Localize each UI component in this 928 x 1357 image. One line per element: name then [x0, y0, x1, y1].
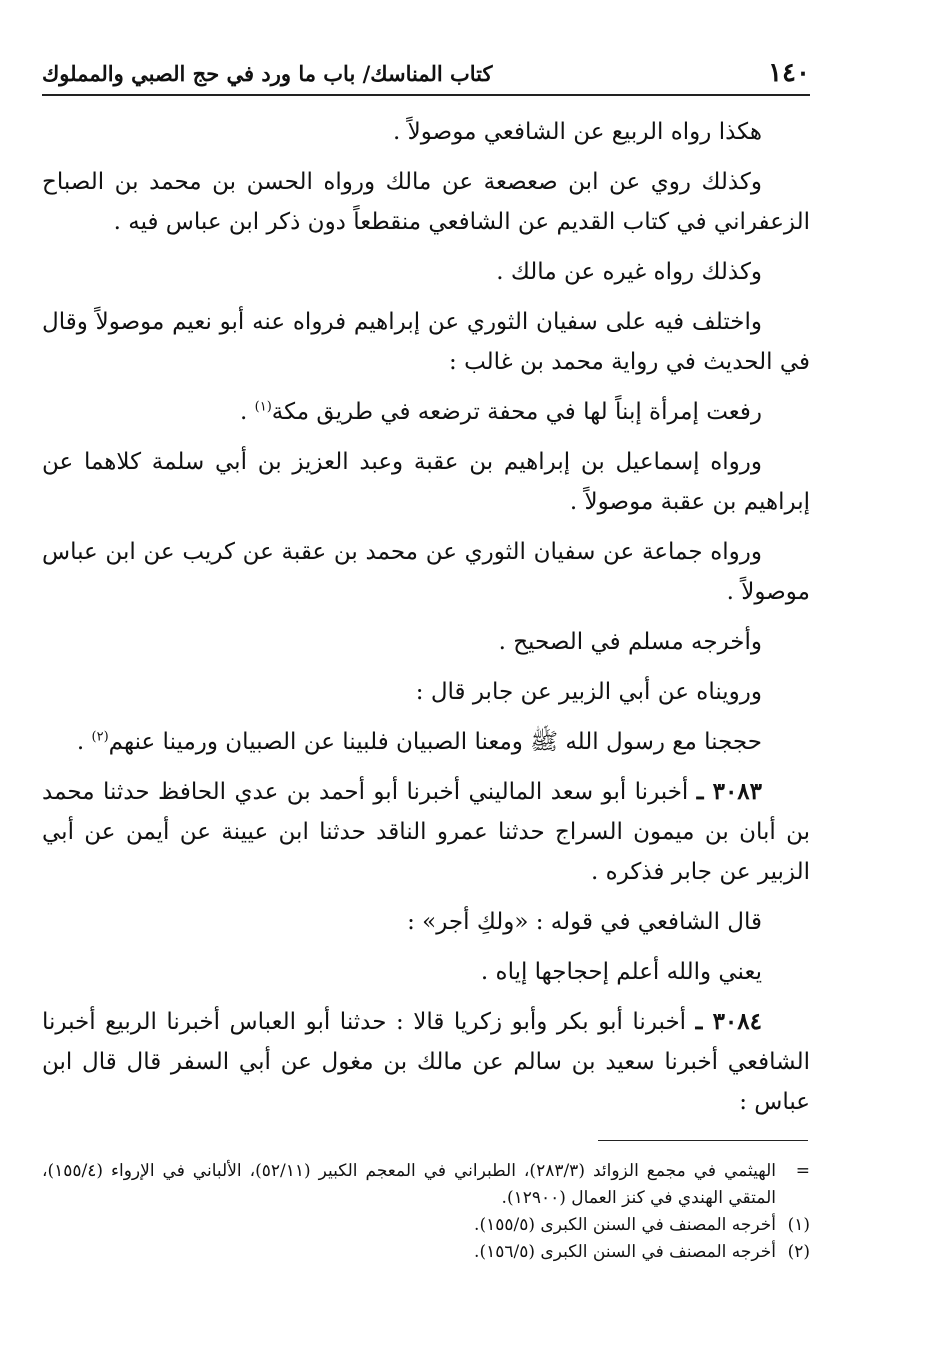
- footnote-separator: [598, 1140, 808, 1141]
- footnote-ref: (٢): [91, 729, 109, 745]
- paragraph: يعني والله أعلم إحجاجها إياه .: [480, 959, 762, 985]
- paragraph: رفعت إمرأة إبناً لها في محفة ترضعه في طريق مكة$^{(١)}$ .: [240, 399, 762, 425]
- paragraph: هكذا رواه الربيع عن الشافعي موصولاً .: [393, 119, 762, 145]
- paragraph: واختلف فيه على سفيان الثوري عن إبراهيم فرواه عنه أبو نعيم موصولاً وقال في الحديث في رواية محمد بن غالب :: [42, 309, 810, 375]
- footnote-mark: (٢): [787, 1242, 810, 1262]
- paragraph: ورويناه عن أبي الزبير عن جابر قال :: [415, 679, 762, 705]
- main-text: [42, 112, 810, 1132]
- footnote: [42, 1212, 810, 1239]
- paragraph: حججنا مع رسول الله ﷺ ومعنا الصبيان فلبينا عن الصبيان ورمينا عنهم$^{(٢)}$ .: [76, 729, 762, 755]
- footnote-text: أخرجه المصنف في السنن الكبرى (١٥٥/٥).: [474, 1215, 776, 1235]
- paragraph: ورواه جماعة عن سفيان الثوري عن محمد بن عقبة عن كريب عن ابن عباس موصولاً .: [42, 539, 810, 605]
- paragraph: وكذلك روي عن ابن صعصعة عن مالك ورواه الحسن بن محمد بن الصباح الزعفراني في كتاب القديم عن الشافعي منقطعاً دون ذكر ابن عباس فيه .: [42, 169, 810, 235]
- running-title: كتاب المناسك/ باب ما ورد في حج الصبي والمملوك: [42, 61, 493, 86]
- paragraph: قال الشافعي في قوله : «ولكِ أجر» :: [407, 909, 762, 935]
- paragraph: ورواه إسماعيل بن إبراهيم بن عقبة وعبد العزيز بن أبي سلمة كلاهما عن إبراهيم بن عقبة موصولاً .: [42, 449, 810, 515]
- page-number: ١٤٠: [768, 58, 810, 88]
- hadith-paragraph: ٣٠٨٣ ـ أخبرنا أبو سعد الماليني أخبرنا أبو أحمد بن عدي الحافظ حدثنا محمد بن أبان بن ميمون السراج حدثنا عمرو الناقد حدثنا ابن عيينة عن أيمن عن أبي الزبير عن جابر فذكره .: [42, 778, 810, 885]
- hadith-number: ٣٠٨٤ ـ: [695, 1008, 762, 1035]
- paragraph: وكذلك رواه غيره عن مالك .: [496, 259, 762, 285]
- footnote-mark: (١): [787, 1215, 810, 1235]
- page-header: [42, 42, 810, 96]
- footnote-text: الهيثمي في مجمع الزوائد (٢٨٣/٣)، الطبراني في المعجم الكبير (٥٢/١١)، الألباني في الإرواء (١٥٥/٤)، المتقي الهندي في كنز العمال (١٢٩٠٠).: [42, 1161, 776, 1208]
- footnote-text: أخرجه المصنف في السنن الكبرى (١٥٦/٥).: [474, 1242, 776, 1262]
- footnote: [42, 1239, 810, 1266]
- hadith-paragraph: ٣٠٨٤ ـ أخبرنا أبو بكر وأبو زكريا قالا : حدثنا أبو العباس أخبرنا الربيع أخبرنا الشافعي أخبرنا سعيد بن سالم عن مالك بن مغول عن أبي السفر قال قال ابن عباس :: [42, 1008, 810, 1115]
- footnotes: [42, 1158, 810, 1266]
- footnote-mark: =: [795, 1161, 810, 1181]
- hadith-number: ٣٠٨٣ ـ: [696, 778, 763, 805]
- footnote: [42, 1158, 810, 1212]
- paragraph: وأخرجه مسلم في الصحيح .: [498, 629, 762, 655]
- footnote-ref: (١): [254, 399, 272, 415]
